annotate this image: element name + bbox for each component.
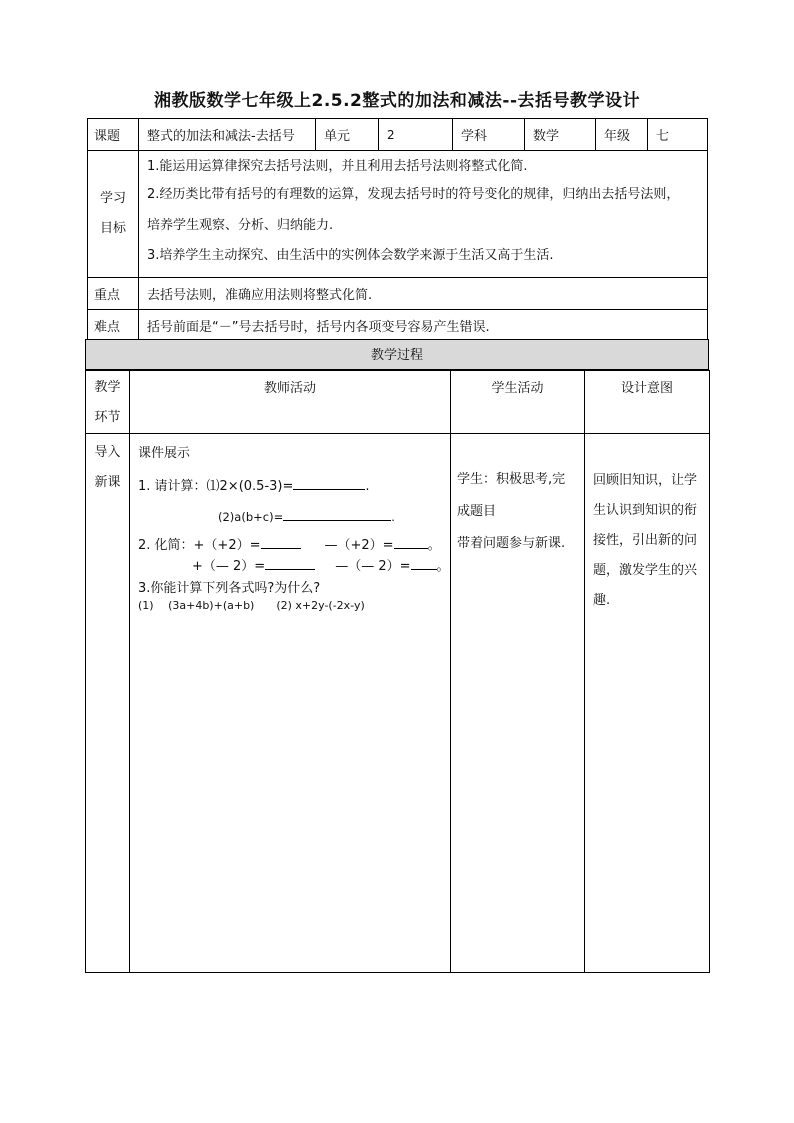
goal-2: 2.经历类比带有括号的有理数的运算，发现去括号时的符号变化的规律，归纳出去括号法则， [147, 187, 680, 202]
question-2b-mid: —（— 2）= [335, 559, 411, 574]
intent-line-2: 生认识到知识的衔 [593, 503, 698, 518]
student-column-header: 学生活动 [451, 371, 585, 434]
topic-label: 课题 [88, 119, 139, 151]
question-2b [138, 555, 450, 574]
question-1-text: 1. 请计算：⑴2×(0.5-3)= [138, 479, 294, 494]
student-line-3: 带着问题参与新课. [457, 536, 566, 551]
question-2 [138, 534, 444, 553]
question-1b [138, 508, 444, 524]
student-line-1: 学生：积极思考,完 [457, 472, 566, 487]
question-2-end: 。 [427, 538, 441, 553]
question-1b-text: (2)a(b+c)= [218, 510, 284, 524]
process-table [85, 370, 710, 973]
stage-header-line-1: 教学 [94, 380, 121, 395]
answer-blank [265, 557, 315, 570]
answer-blank [293, 477, 365, 490]
goals-label [88, 151, 139, 278]
question-1-end: . [365, 479, 370, 494]
stage-line-2: 新课 [94, 475, 121, 490]
subject-label: 学科 [453, 119, 525, 151]
stage-header-line-2: 环节 [94, 410, 121, 425]
unit-value: 2 [379, 119, 453, 151]
grade-value: 七 [648, 119, 708, 151]
question-3-items: (1) (3a+4b)+(a+b) (2) x+2y-(-2x-y) [138, 599, 365, 612]
goals-content [139, 151, 708, 278]
document-title: 湘教版数学七年级上2.5.2整式的加法和减法--去括号教学设计 [153, 91, 640, 111]
courseware-heading: 课件展示 [138, 446, 191, 461]
answer-blank [261, 536, 301, 549]
question-1b-end: . [391, 510, 395, 524]
difficulty-label: 难点 [88, 310, 139, 342]
topic-value: 整式的加法和减法-去括号 [139, 119, 316, 151]
design-intent [585, 434, 710, 973]
teacher-activity [130, 434, 451, 973]
question-3: 3.你能计算下列各式吗?为什么? [138, 581, 321, 596]
question-2b-end: 。 [436, 559, 450, 574]
unit-label: 单元 [316, 119, 379, 151]
process-banner: 教学过程 [85, 339, 709, 370]
intent-line-1: 回顾旧知识，让学 [593, 473, 698, 488]
question-2-mid: —（+2）= [324, 538, 394, 553]
difficulty-value: 括号前面是“－”号去括号时，括号内各项变号容易产生错误. [139, 310, 708, 342]
answer-blank [283, 508, 391, 521]
goal-1: 1.能运用运算律探究去括号法则，并且利用去括号法则将整式化简. [147, 159, 528, 174]
stage-column-header [86, 371, 130, 434]
goals-label-line-1: 学习 [99, 191, 126, 206]
answer-blank [411, 557, 437, 570]
question-2-text: 2. 化简：+（+2）= [138, 538, 261, 553]
goal-3: 3.培养学生主动探究、由生活中的实例体会数学来源于生活又高于生活. [147, 248, 554, 263]
question-2b-text: +（— 2）= [192, 559, 266, 574]
intent-line-3: 接性，引出新的问 [593, 533, 698, 548]
lesson-info-table [87, 118, 708, 342]
question-1 [138, 475, 444, 494]
intent-line-5: 趣. [593, 593, 611, 608]
intent-column-header: 设计意图 [585, 371, 710, 434]
key-label: 重点 [88, 278, 139, 310]
student-line-2: 成题目 [457, 504, 497, 519]
student-activity [451, 434, 585, 973]
goals-label-line-2: 目标 [99, 221, 126, 236]
stage-line-1: 导入 [94, 445, 121, 460]
subject-value: 数学 [525, 119, 596, 151]
answer-blank [394, 536, 428, 549]
key-value: 去括号法则，准确应用法则将整式化简. [139, 278, 708, 310]
goal-2-continued: 培养学生观察、分析、归纳能力. [147, 218, 334, 233]
stage-cell [86, 434, 130, 973]
teacher-column-header: 教师活动 [130, 371, 451, 434]
grade-label: 年级 [596, 119, 648, 151]
intent-line-4: 题，激发学生的兴 [593, 563, 698, 578]
